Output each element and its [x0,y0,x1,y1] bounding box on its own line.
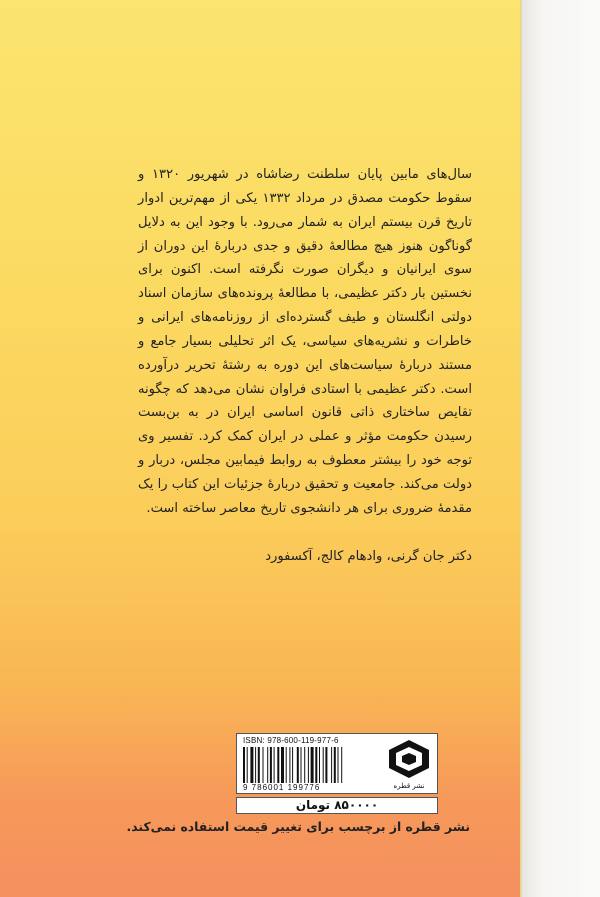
publisher-logo-text: نشر قطره [393,782,425,790]
barcode-bars [243,747,383,783]
blurb-text: سال‌های مابین پایان سلطنت رضاشاه در شهریور ۱۳۲۰ و سقوط حکومت مصدق در مرداد ۱۳۳۲ یکی از مهم‌ترین ادوار تاریخ قرن بیستم ایران به شمار می‌رود. با وجود این به دلایل گوناگون هنوز هیچ مطالعهٔ دقیق و جدی دربارهٔ این دوران از سوی ایرانیان و دیگران صورت نگرفته است. اکنون برای نخستین بار دکتر عظیمی، با مطالعهٔ پرونده‌های سازمان اسناد دولتی انگلستان و طیف گسترده‌ای از روزنامه‌های ایرانی و خاطرات و نشریه‌های سیاسی، یک اثر تحلیلی بسیار جامع و مستند دربارهٔ سیاست‌های این دوره به رشتهٔ تحریر درآورده است. دکتر عظیمی با استادی فراوان نشان می‌دهد که چگونه تقایص ساختاری ذاتی قانون اساسی ایران در به بن‌بست رسیدن حکومت مؤثر و عملی در ایران کمک کرد. تفسیر وی توجه خود را بیشتر معطوف به روابط فیمابین مجلس، دربار و دولت می‌کند. جامعیت و تحقیق دربارهٔ جزئیات این کتاب را یک مقدمهٔ ضروری برای هر دانشجوی تاریخ معاصر ساخته است. [138,167,472,516]
isbn-text: ISBN: 978-600-119-977-6 [243,736,339,745]
page-margin [522,0,600,897]
cover-blurb [138,163,472,521]
price-notice: نشر قطره از برچسب برای تغییر قیمت استفاده نمی‌کند. [126,819,470,834]
publisher-logo [385,738,433,790]
barcode-digits: 9 786001 199776 [243,783,321,792]
price-label: ۸۵۰۰۰۰ تومان [236,797,438,814]
author-attribution: دکتر جان گرنی، وادهام کالج، آکسفورد [265,549,472,564]
publisher-logo-icon [385,738,433,780]
barcode-label [236,733,438,794]
